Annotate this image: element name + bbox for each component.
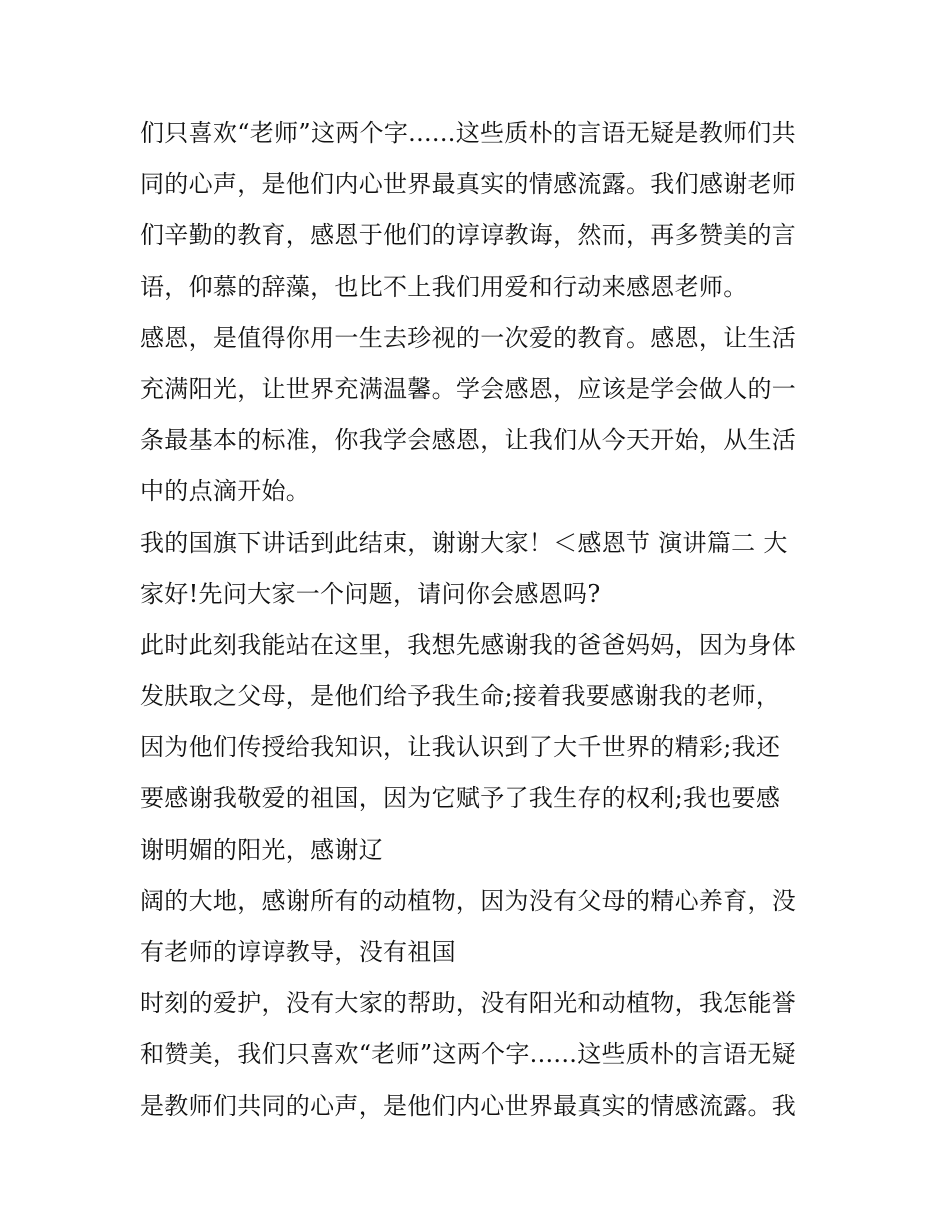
text-line: 们只喜欢“老师”这两个字......这些质朴的言语无疑是教师们共 (140, 119, 796, 147)
text-line: 此时此刻我能站在这里，我想先感谢我的爸爸妈妈，因为身体 (140, 630, 797, 659)
text-line: 和赞美，我们只喜欢“老师”这两个字......这些质朴的言语无疑 (140, 1040, 796, 1069)
text-line: 中的点滴开始。 (140, 477, 311, 506)
text-line: 我的国旗下讲话到此结束，谢谢大家！＜感恩节 演讲篇二 大 (140, 528, 788, 557)
text-line: 因为他们传授给我知识，让我认识到了大千世界的精彩;我还 (140, 733, 781, 762)
text-line: 同的心声，是他们内心世界最真实的情感流露。我们感谢老师 (140, 170, 797, 199)
text-line: 们辛勤的教育，感恩于他们的谆谆教诲，然而，再多赞美的言 (140, 221, 797, 250)
text-line: 条最基本的标准，你我学会感恩，让我们从今天开始，从生活 (140, 426, 797, 455)
text-line: 感恩，是值得你用一生去珍视的一次爱的教育。感恩，让生活 (140, 323, 797, 352)
text-line: 语，仰慕的辞藻，也比不上我们用爱和行动来感恩老师。 (140, 272, 748, 301)
document-body (140, 108, 820, 1132)
text-line: 要感谢我敬爱的祖国，因为它赋予了我生存的权利;我也要感 (140, 784, 781, 813)
text-line: 充满阳光，让世界充满温馨。学会感恩，应该是学会做人的一 (140, 374, 797, 403)
text-line: 是教师们共同的心声，是他们内心世界最真实的情感流露。我 (140, 1091, 797, 1120)
text-line: 发肤取之父母，是他们给予我生命;接着我要感谢我的老师， (140, 682, 781, 711)
text-line: 阔的大地，感谢所有的动植物，因为没有父母的精心养育，没 (140, 886, 797, 915)
text-line: 有老师的谆谆教导，没有祖国 (140, 938, 456, 966)
text-line: 时刻的爱护，没有大家的帮助，没有阳光和动植物，我怎能誉 (140, 989, 797, 1018)
text-line: 家好!先问大家一个问题，请问你会感恩吗? (140, 579, 601, 608)
text-line: 谢明媚的阳光，感谢辽 (140, 835, 383, 864)
